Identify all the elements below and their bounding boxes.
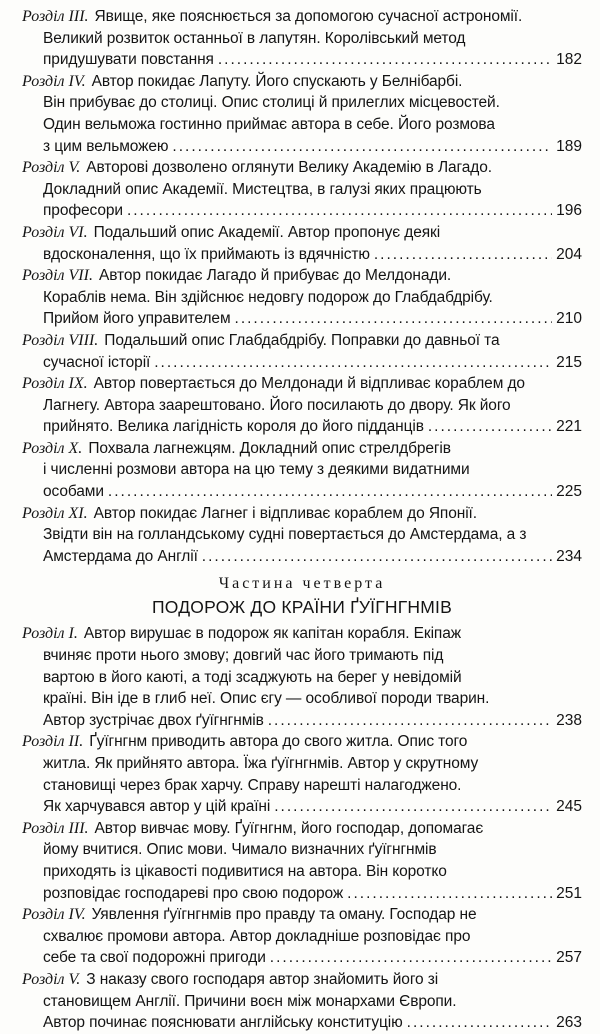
chapter-summary-text: і численні розмови автора на цю тему з деякими видатними bbox=[43, 461, 470, 479]
dot-leader bbox=[235, 308, 553, 330]
dot-leader bbox=[218, 49, 552, 71]
chapter-label: Розділ IX. bbox=[22, 375, 88, 393]
toc-line bbox=[22, 481, 582, 503]
toc-line bbox=[22, 969, 582, 991]
part-three-section bbox=[22, 6, 582, 567]
toc-entry bbox=[22, 222, 582, 265]
toc-line bbox=[22, 731, 582, 753]
chapter-summary-text: Явище, яке пояснюється за допомогою сучасної астрономії. bbox=[94, 8, 523, 25]
dot-leader bbox=[374, 244, 552, 266]
dot-leader bbox=[428, 416, 552, 438]
chapter-summary-text: Автор покидає Лапуту. Його спускають у Белнібарбі. bbox=[91, 72, 463, 90]
dot-leader bbox=[108, 481, 552, 503]
toc-line bbox=[22, 796, 582, 818]
chapter-label: Розділ X. bbox=[22, 439, 83, 457]
toc-line bbox=[22, 222, 582, 244]
toc-line bbox=[22, 1012, 582, 1034]
page-number: 251 bbox=[556, 884, 582, 902]
chapter-summary-text: Автор починає пояснювати англійську конституцію bbox=[43, 1014, 403, 1032]
page-number: 215 bbox=[556, 353, 582, 371]
part-four-title: Частина четверта bbox=[218, 575, 386, 593]
toc-entry bbox=[22, 157, 582, 222]
toc-line bbox=[22, 459, 582, 481]
chapter-summary-text: З наказу свого господаря автор знайомить його зі bbox=[86, 970, 439, 988]
dot-leader bbox=[127, 200, 552, 222]
chapter-label: Розділ VIII. bbox=[22, 331, 99, 349]
chapter-summary-text: Звідти він на голландському судні повертається до Амстердама, а з bbox=[43, 526, 527, 544]
toc-line bbox=[22, 904, 582, 926]
page-number: 238 bbox=[556, 711, 582, 729]
chapter-label: Розділ III. bbox=[22, 819, 89, 837]
chapter-summary-text: Автор вирушає в подорож як капітан корабля. Екіпаж bbox=[83, 625, 462, 643]
dot-leader bbox=[202, 546, 552, 568]
chapter-summary-text: йому вчитися. Опис мови. Чимало визначних ґуїгнгнмів bbox=[43, 841, 437, 859]
page-number: 196 bbox=[556, 202, 582, 220]
page-number: 221 bbox=[556, 418, 582, 436]
toc-line bbox=[22, 114, 582, 136]
chapter-summary-text: Подальший опис Академії. Автор пропонує деякі bbox=[93, 223, 441, 241]
chapter-summary-text: Прийом його управителем bbox=[43, 310, 231, 328]
toc-line bbox=[22, 883, 582, 905]
chapter-summary-text: Як харчувався автор у цій країні bbox=[43, 798, 271, 816]
chapter-summary-text: становищі через брак харчу. Справу нарешті налагоджено. bbox=[43, 776, 462, 794]
toc-line bbox=[22, 157, 582, 179]
toc-line bbox=[22, 645, 582, 667]
toc-line bbox=[22, 92, 582, 114]
toc-line bbox=[22, 710, 582, 732]
toc-line bbox=[22, 6, 582, 28]
chapter-label: Розділ IV. bbox=[22, 906, 86, 924]
toc-line bbox=[22, 503, 582, 525]
chapter-summary-text: вчиняє проти нього змову; довгий час його тримають під bbox=[43, 647, 444, 665]
toc-line bbox=[22, 839, 582, 861]
dot-leader bbox=[268, 710, 552, 732]
toc-line bbox=[22, 373, 582, 395]
toc-entry bbox=[22, 330, 582, 373]
dot-leader bbox=[407, 1012, 552, 1034]
toc-line bbox=[22, 438, 582, 460]
toc-line bbox=[22, 395, 582, 417]
toc-line bbox=[22, 287, 582, 309]
chapter-summary-text: Кораблів нема. Він здійснює недовгу подорож до Глабдабдрібу. bbox=[43, 288, 493, 306]
toc-entry bbox=[22, 71, 582, 157]
chapter-summary-text: вартою в його каюті, а тоді зсаджують на берег у невідомій bbox=[43, 668, 462, 686]
chapter-label: Розділ III. bbox=[22, 8, 89, 25]
page-number: 204 bbox=[556, 245, 582, 263]
page-number: 234 bbox=[556, 547, 582, 565]
toc-line bbox=[22, 200, 582, 222]
toc-line bbox=[22, 991, 582, 1013]
dot-leader bbox=[274, 796, 552, 818]
chapter-summary-text: Один вельможа гостинно приймає автора в себе. Його розмова bbox=[43, 115, 495, 133]
chapter-summary-text: Подальший опис Глабдабдрібу. Поправки до давньої та bbox=[104, 331, 500, 349]
chapter-summary-text: Автор вивчає мову. Ґуїгнгнм, його господар, допомагає bbox=[94, 819, 484, 837]
toc-line bbox=[22, 775, 582, 797]
chapter-summary-text: Докладний опис Академії. Мистецтва, в галузі яких працюють bbox=[43, 180, 482, 198]
page-number: 257 bbox=[556, 949, 582, 967]
toc-line bbox=[22, 861, 582, 883]
page-number: 182 bbox=[556, 51, 582, 69]
toc-line bbox=[22, 524, 582, 546]
toc-entry bbox=[22, 265, 582, 330]
page-number: 210 bbox=[556, 310, 582, 328]
chapter-summary-text: розповідає господареві про свою подорож bbox=[43, 884, 344, 902]
chapter-summary-text: приходять із цікавості подивитися на автора. Він коротко bbox=[43, 862, 447, 880]
toc-entry bbox=[22, 731, 582, 817]
chapter-summary-text: Амстердама до Англії bbox=[43, 547, 198, 565]
chapter-summary-text: професори bbox=[43, 202, 123, 220]
chapter-summary-text: Ґуїгнгнм приводить автора до свого житла. Опис того bbox=[89, 733, 468, 751]
toc-line bbox=[22, 688, 582, 710]
toc-line bbox=[22, 308, 582, 330]
chapter-summary-text: житла. Як прийнято автора. Їжа ґуїгнгнмів. Автор у скрутному bbox=[43, 755, 479, 772]
toc-entry bbox=[22, 6, 582, 71]
chapter-summary-text: Автор повертається до Мелдонади й відпливає кораблем до bbox=[93, 375, 525, 393]
toc-line bbox=[22, 265, 582, 287]
chapter-summary-text: країні. Він іде в глиб неї. Опис єгу — особливої породи тварин. bbox=[43, 690, 490, 708]
page-number: 189 bbox=[556, 137, 582, 155]
chapter-summary-text: сучасної історії bbox=[43, 353, 151, 371]
chapter-summary-text: становищем Англії. Причини воєн між монархами Європи. bbox=[43, 992, 457, 1010]
part-four-section bbox=[22, 623, 582, 1033]
page-number: 263 bbox=[556, 1014, 582, 1032]
part-four-subtitle: ПОДОРОЖ ДО КРАЇНИ ҐУЇГНГНМІВ bbox=[152, 597, 452, 618]
toc-line bbox=[22, 330, 582, 352]
chapter-summary-text: Великий розвиток останньої в лапутян. Королівський метод bbox=[43, 29, 466, 47]
chapter-summary-text: вдосконалення, що їх приймають із вдячністю bbox=[43, 245, 370, 263]
chapter-label: Розділ V. bbox=[22, 970, 81, 988]
chapter-summary-text: Автор покидає Лагадо й прибуває до Мелдонади. bbox=[98, 267, 452, 285]
toc-entry bbox=[22, 904, 582, 969]
toc-line bbox=[22, 926, 582, 948]
chapter-summary-text: Уявлення ґуїгнгнмів про правду та оману. Господар не bbox=[91, 906, 477, 924]
toc-line bbox=[22, 667, 582, 689]
toc-line bbox=[22, 71, 582, 93]
chapter-summary-text: Він прибуває до столиці. Опис столиці й прилеглих місцевостей. bbox=[43, 94, 500, 112]
toc-line bbox=[22, 947, 582, 969]
chapter-summary-text: з цим вельможею bbox=[43, 137, 169, 155]
chapter-summary-text: прийнято. Велика лагідність короля до його підданців bbox=[43, 418, 424, 436]
toc-line bbox=[22, 179, 582, 201]
chapter-label: Розділ II. bbox=[22, 733, 84, 751]
chapter-summary-text: Авторові дозволено оглянути Велику Академію в Лагадо. bbox=[86, 159, 492, 177]
toc-entry bbox=[22, 623, 582, 731]
chapter-summary-text: придушувати повстання bbox=[43, 51, 214, 69]
toc-entry bbox=[22, 969, 582, 1034]
toc-entry bbox=[22, 373, 582, 438]
toc-line bbox=[22, 416, 582, 438]
dot-leader bbox=[270, 947, 552, 969]
toc-line bbox=[22, 28, 582, 50]
chapter-label: Розділ VI. bbox=[22, 223, 88, 241]
dot-leader bbox=[172, 136, 552, 158]
chapter-summary-text: особами bbox=[43, 483, 104, 501]
chapter-summary-text: Автор покидає Лагнег і відпливає кораблем до Японії. bbox=[93, 504, 477, 522]
toc-line bbox=[22, 352, 582, 374]
toc-entry bbox=[22, 818, 582, 904]
chapter-summary-text: себе та свої подорожні пригоди bbox=[43, 949, 266, 967]
chapter-label: Розділ I. bbox=[22, 625, 78, 643]
page-number: 225 bbox=[556, 483, 582, 501]
toc-line bbox=[22, 818, 582, 840]
chapter-summary-text: Лагнегу. Автора заарештовано. Його посилають до двору. Як його bbox=[43, 396, 511, 414]
toc-line bbox=[22, 136, 582, 158]
chapter-label: Розділ VII. bbox=[22, 267, 93, 285]
chapter-label: Розділ XI. bbox=[22, 504, 88, 522]
dot-leader bbox=[154, 352, 552, 374]
toc-line bbox=[22, 623, 582, 645]
page-number: 245 bbox=[556, 798, 582, 816]
dot-leader bbox=[347, 883, 552, 905]
chapter-summary-text: Автор зустрічає двох ґуїгнгнмів bbox=[43, 711, 264, 729]
part-four-heading bbox=[22, 573, 582, 619]
toc-line bbox=[22, 546, 582, 568]
toc-line bbox=[22, 49, 582, 71]
chapter-summary-text: Похвала лагнежцям. Докладний опис стрелдбрегів bbox=[88, 439, 451, 457]
chapter-label: Розділ V. bbox=[22, 159, 81, 177]
chapter-label: Розділ IV. bbox=[22, 72, 86, 90]
toc-line bbox=[22, 244, 582, 266]
toc-line bbox=[22, 753, 582, 775]
toc-entry bbox=[22, 438, 582, 503]
chapter-summary-text: схвалює промови автора. Автор докладніше розповідає про bbox=[43, 927, 471, 945]
toc-entry bbox=[22, 503, 582, 568]
